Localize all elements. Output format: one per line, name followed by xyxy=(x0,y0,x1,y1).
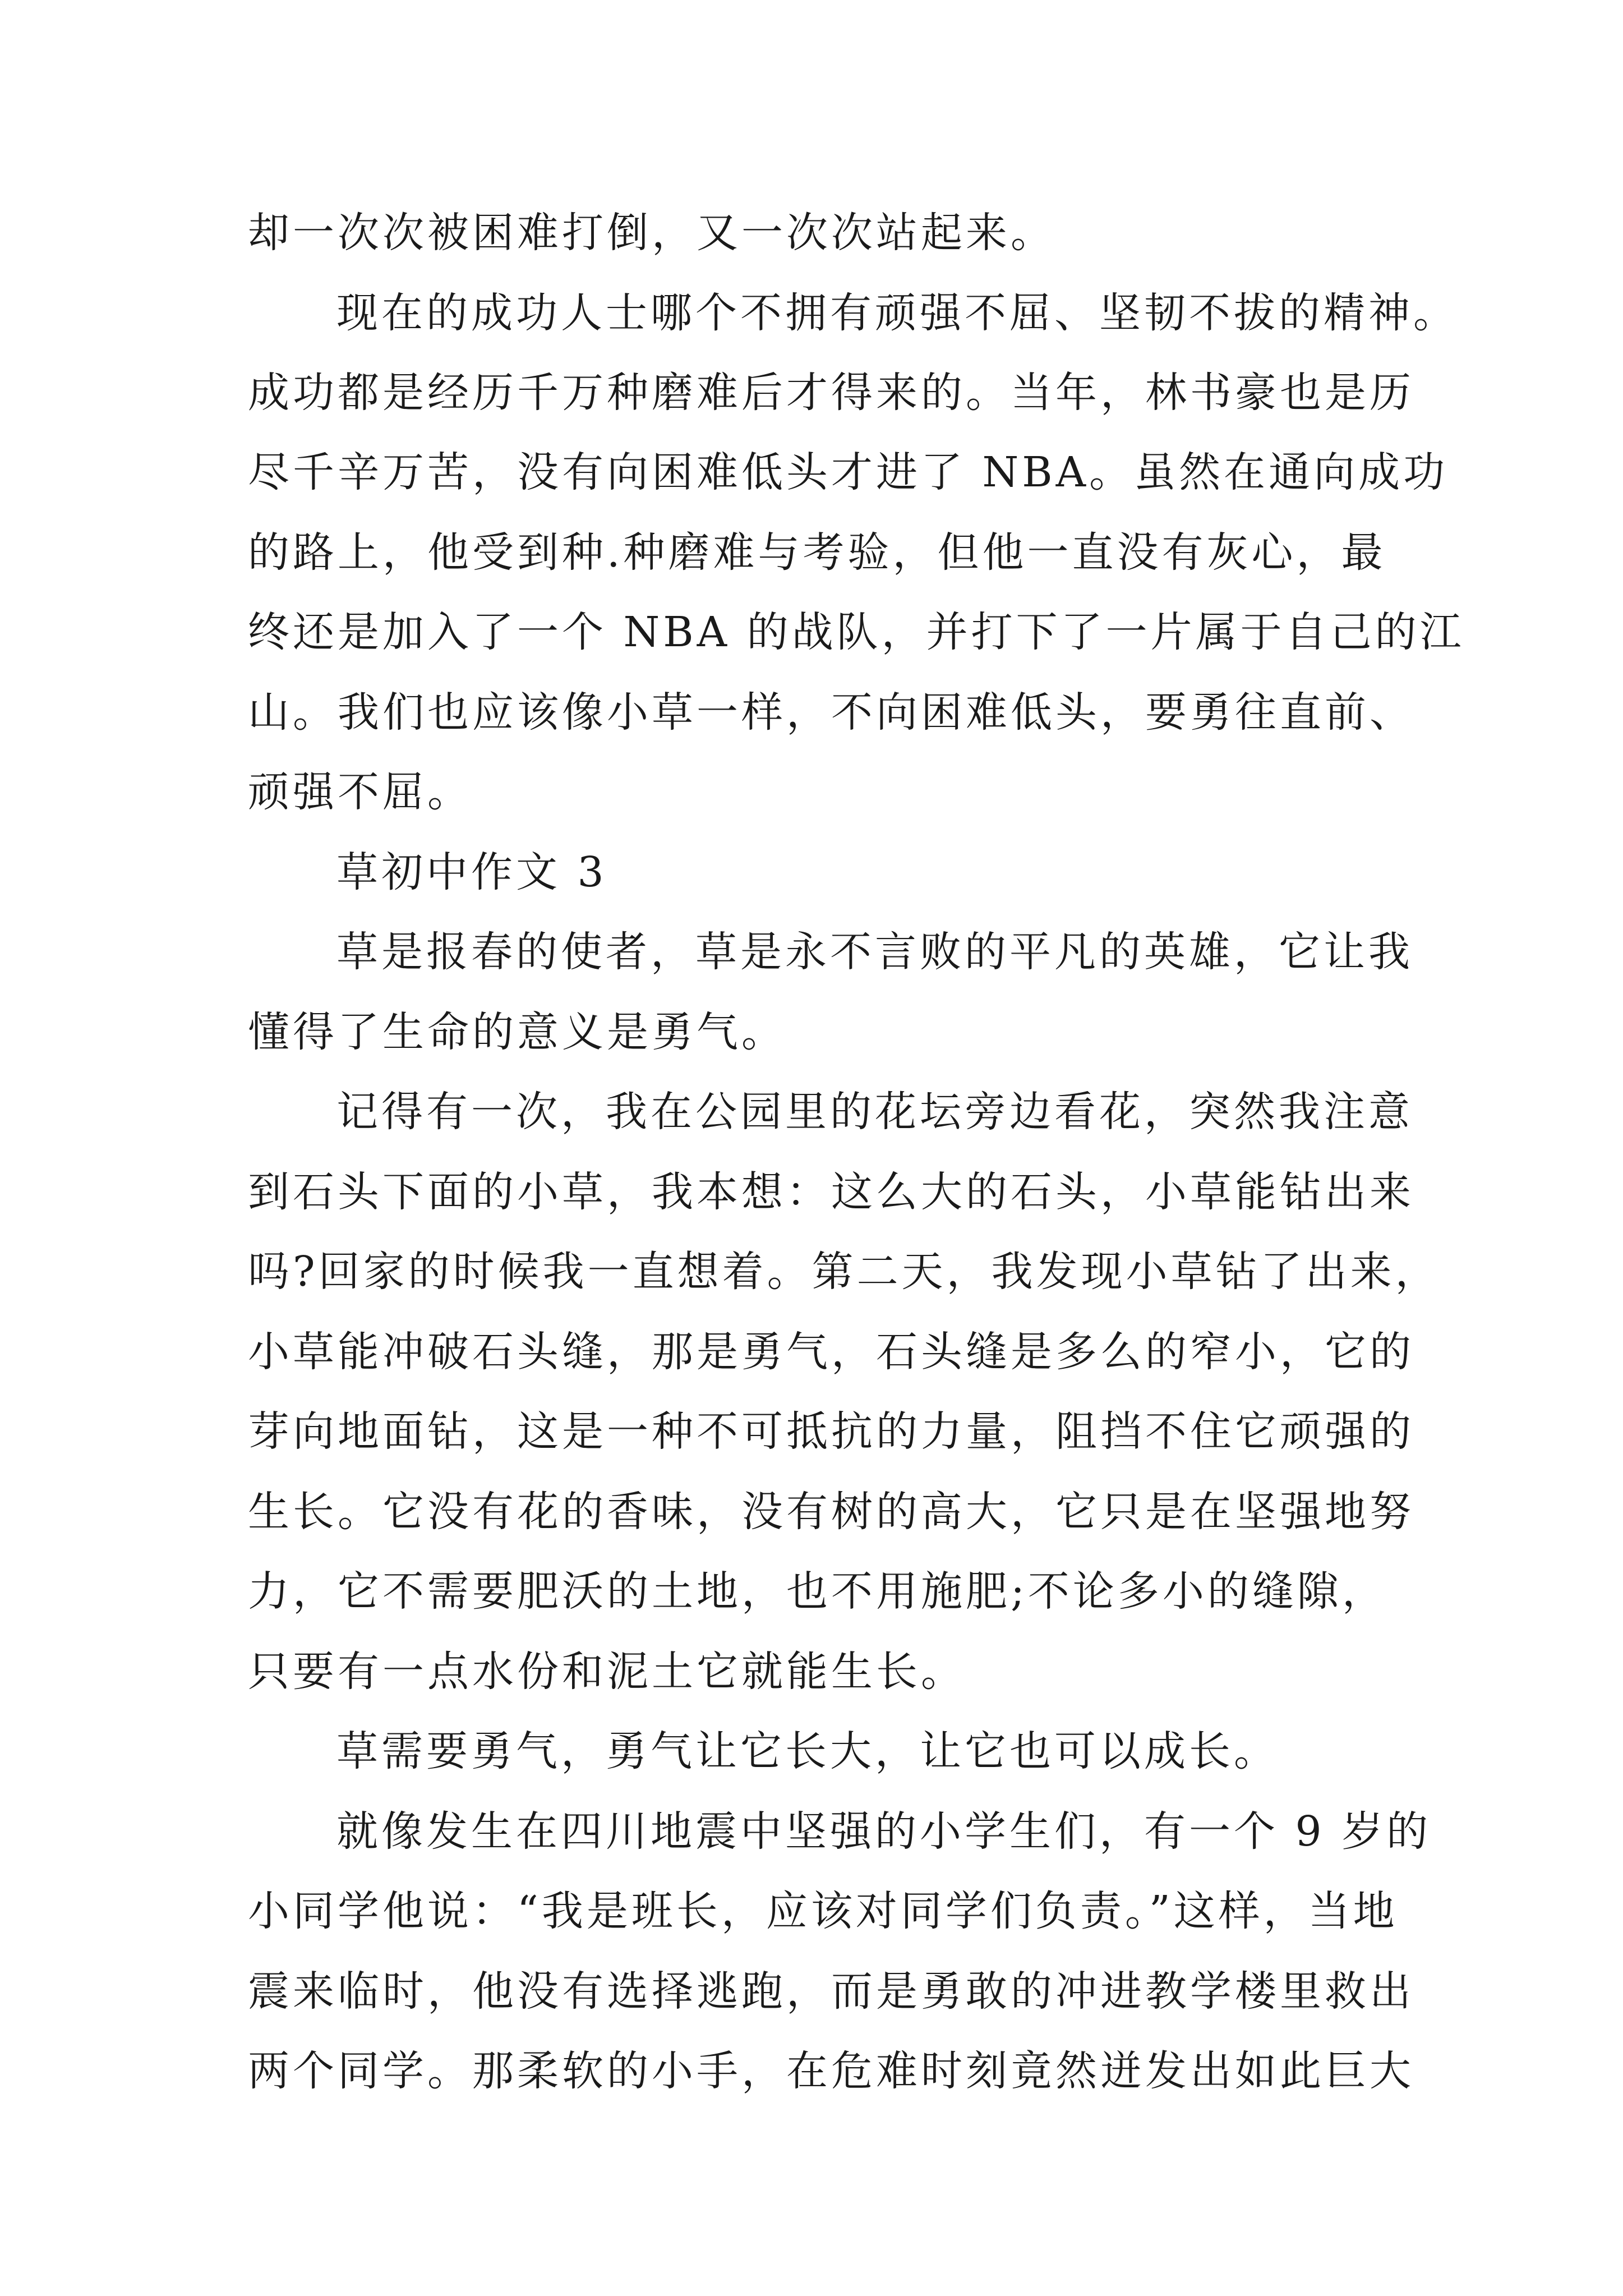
text-line-17: 生长。它没有花的香味，没有树的高大，它只是在坚强地努 xyxy=(248,1488,1414,1536)
text-line-20: 草需要勇气，勇气让它长大，让它也可以成长。 xyxy=(336,1727,1279,1775)
text-line-18: 力，它不需要肥沃的土地，也不用施肥;不论多小的缝隙， xyxy=(248,1567,1387,1616)
text-line-16: 芽向地面钻，这是一种不可抵抗的力量，阻挡不住它顽强的 xyxy=(248,1407,1414,1456)
text-line-6: 终还是加入了一个 NBA 的战队，并打下了一片属于自己的江 xyxy=(248,608,1465,656)
text-line-19: 只要有一点水份和泥土它就能生长。 xyxy=(248,1648,966,1696)
text-line-8: 顽强不屈。 xyxy=(248,768,472,816)
text-line-14: 吗?回家的时候我一直想着。第二天，我发现小草钻了出来， xyxy=(248,1248,1440,1296)
text-line-24: 两个同学。那柔软的小手，在危难时刻竟然迸发出如此巨大 xyxy=(248,2047,1414,2095)
text-line-4: 尽千辛万苦，没有向困难低头才进了 NBA。虽然在通向成功 xyxy=(248,448,1449,496)
text-line-7: 山。我们也应该像小草一样，不向困难低头，要勇往直前、 xyxy=(248,688,1414,737)
text-line-3: 成功都是经历千万种磨难后才得来的。当年，林书豪也是历 xyxy=(248,369,1414,417)
text-line-1: 却一次次被困难打倒，又一次次站起来。 xyxy=(248,209,1055,257)
text-line-23: 震来临时，他没有选择逃跑，而是勇敢的冲进教学楼里救出 xyxy=(248,1967,1414,2016)
text-line-22: 小同学他说：“我是班长，应该对同学们负责。”这样，当地 xyxy=(248,1887,1398,1935)
text-line-12: 记得有一次，我在公园里的花坛旁边看花，突然我注意 xyxy=(336,1088,1413,1136)
section-heading: 草初中作文 3 xyxy=(336,848,607,896)
text-line-21: 就像发生在四川地震中坚强的小学生们，有一个 9 岁的 xyxy=(336,1807,1432,1856)
text-line-2: 现在的成功人士哪个不拥有顽强不屈、坚韧不拔的精神。 xyxy=(336,289,1458,337)
text-line-10: 草是报春的使者，草是永不言败的平凡的英雄，它让我 xyxy=(336,928,1413,976)
text-line-13: 到石头下面的小草，我本想：这么大的石头，小草能钻出来 xyxy=(248,1168,1414,1216)
text-line-5: 的路上，他受到种.种磨难与考验，但他一直没有灰心，最 xyxy=(248,528,1386,577)
text-line-15: 小草能冲破石头缝，那是勇气，石头缝是多么的窄小，它的 xyxy=(248,1328,1414,1376)
text-line-11: 懂得了生命的意义是勇气。 xyxy=(248,1008,786,1056)
